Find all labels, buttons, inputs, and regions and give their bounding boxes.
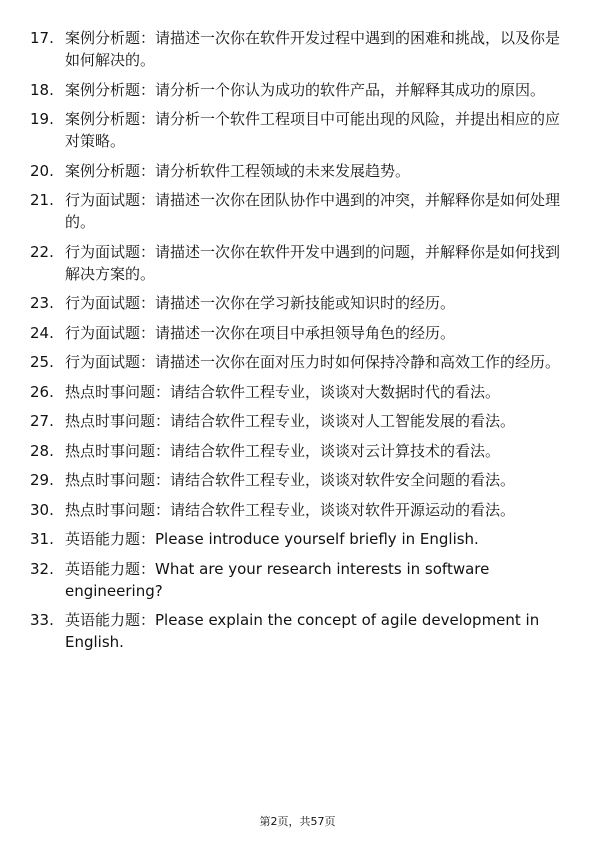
question-item bbox=[30, 528, 565, 550]
question-text: 案例分析题：请描述一次你在软件开发过程中遇到的困难和挑战，以及你是如何解决的。 bbox=[65, 29, 561, 69]
question-number: 18. bbox=[30, 80, 54, 99]
question-text: 热点时事问题：请结合软件工程专业，谈谈对大数据时代的看法。 bbox=[65, 382, 501, 401]
question-text: 英语能力题：Please introduce yourself briefly in English. bbox=[65, 530, 479, 548]
question-list bbox=[30, 27, 565, 661]
question-text: 热点时事问题：请结合软件工程专业，谈谈对云计算技术的看法。 bbox=[65, 441, 501, 460]
question-number: 28. bbox=[30, 441, 54, 460]
question-item bbox=[30, 108, 565, 152]
question-text: 行为面试题：请描述一次你在面对压力时如何保持冷静和高效工作的经历。 bbox=[65, 353, 561, 371]
question-item bbox=[30, 322, 565, 344]
question-item bbox=[30, 410, 565, 432]
question-number: 26. bbox=[30, 382, 54, 401]
question-text: 案例分析题：请分析一个软件工程项目中可能出现的风险，并提出相应的应对策略。 bbox=[65, 110, 561, 150]
question-text: 热点时事问题：请结合软件工程专业，谈谈对软件开源运动的看法。 bbox=[65, 500, 516, 519]
question-item bbox=[30, 189, 565, 233]
question-text: 热点时事问题：请结合软件工程专业，谈谈对软件安全问题的看法。 bbox=[65, 471, 516, 489]
question-text: 案例分析题：请分析软件工程领域的未来发展趋势。 bbox=[65, 161, 411, 180]
question-number: 27. bbox=[30, 412, 54, 430]
question-number: 23. bbox=[30, 294, 54, 312]
question-item bbox=[30, 292, 565, 314]
question-number: 22. bbox=[30, 242, 54, 261]
question-number: 29. bbox=[30, 471, 54, 489]
question-text: 行为面试题：请描述一次你在学习新技能或知识时的经历。 bbox=[65, 294, 456, 312]
question-text: 英语能力题：What are your research interests in software engineering? bbox=[65, 559, 490, 600]
question-text: 案例分析题：请分析一个你认为成功的软件产品，并解释其成功的原因。 bbox=[65, 80, 546, 99]
question-item bbox=[30, 27, 565, 71]
question-item bbox=[30, 440, 565, 462]
question-text: 行为面试题：请描述一次你在项目中承担领导角色的经历。 bbox=[65, 323, 456, 342]
question-number: 21. bbox=[30, 191, 54, 209]
question-number: 30. bbox=[30, 500, 54, 519]
question-text: 热点时事问题：请结合软件工程专业，谈谈对人工智能发展的看法。 bbox=[65, 412, 516, 430]
question-item bbox=[30, 160, 565, 182]
question-number: 20. bbox=[30, 161, 54, 180]
question-number: 17. bbox=[30, 29, 54, 47]
question-text: 行为面试题：请描述一次你在团队协作中遇到的冲突，并解释你是如何处理的。 bbox=[65, 191, 561, 231]
question-item bbox=[30, 381, 565, 403]
question-item bbox=[30, 609, 565, 653]
question-item bbox=[30, 351, 565, 373]
question-text: 英语能力题：Please explain the concept of agile development in English. bbox=[65, 611, 540, 651]
page-number-footer: 第2页，共57页 bbox=[259, 815, 336, 828]
question-number: 25. bbox=[30, 353, 54, 371]
question-text: 行为面试题：请描述一次你在软件开发中遇到的问题，并解释你是如何找到解决方案的。 bbox=[65, 242, 561, 283]
question-number: 33. bbox=[30, 611, 54, 629]
question-item bbox=[30, 241, 565, 285]
question-number: 32. bbox=[30, 559, 54, 578]
question-item bbox=[30, 499, 565, 521]
question-number: 24. bbox=[30, 323, 54, 342]
question-item bbox=[30, 79, 565, 101]
question-item bbox=[30, 558, 565, 602]
question-number: 31. bbox=[30, 530, 54, 548]
question-item bbox=[30, 469, 565, 491]
question-number: 19. bbox=[30, 110, 54, 128]
